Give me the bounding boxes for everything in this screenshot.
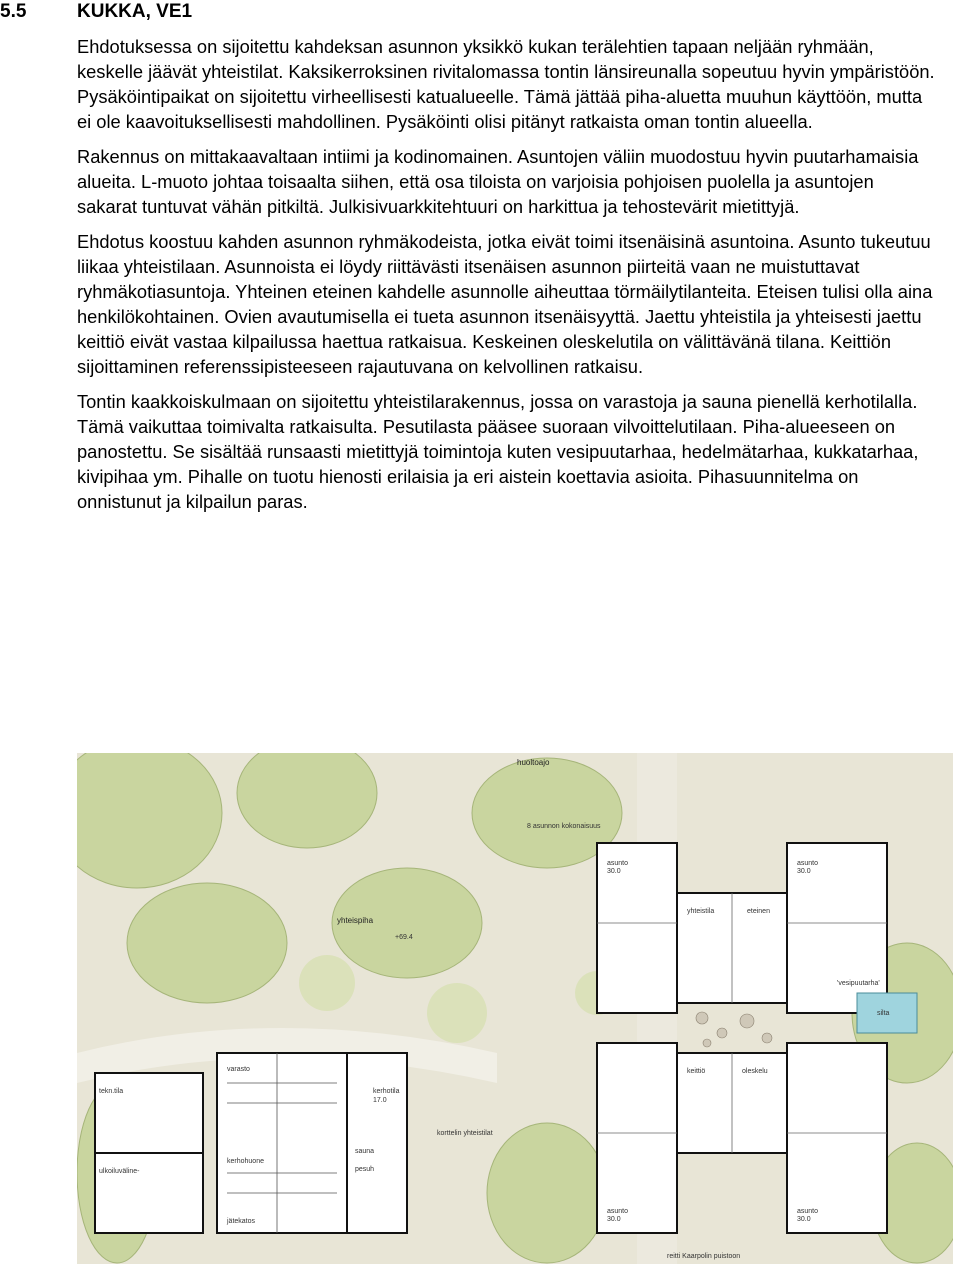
- plan-label: ulkoiluväline-: [99, 1168, 140, 1175]
- plan-label: 'vesipuutarha': [837, 980, 880, 987]
- plan-label: 30.0: [797, 868, 811, 875]
- plan-label: huoltoajo: [517, 758, 550, 767]
- plan-label: tekn.tila: [99, 1088, 124, 1095]
- plan-label: sauna: [355, 1148, 375, 1155]
- plan-label: yhteistila: [687, 908, 715, 915]
- plan-label: 30.0: [797, 1216, 811, 1223]
- plan-label: 17.0: [373, 1097, 387, 1104]
- plan-label: eteinen: [747, 908, 770, 915]
- plan-label: +69.4: [395, 934, 413, 941]
- plan-label: 30.0: [607, 868, 621, 875]
- plan-label: kerhotila: [373, 1088, 400, 1095]
- paragraph: Tontin kaakkoiskulmaan on sijoitettu yhteistilarakennus, jossa on varastoja ja sauna pienellä kerhotilalla. Tämä vaikuttaa toimivalta ratkaisulta. Pesutilasta pääsee suoraan vilvoittelutilaan. Piha-alueeseen on panostettu. Se sisältää runsaasti mietittyjä toimintoja kuten vesipuutarhaa, hedelmätarhaa, kukkatarhaa, kivipihaa ym. Pihalle on tuotu hienosti erilaisia ja eri aistein koettavia asioita. Pihasuunnitelma on onnistunut ja kilpailun paras.: [77, 391, 919, 512]
- paragraph: Ehdotuksessa on sijoitettu kahdeksan asunnon yksikkö kukan terälehtien tapaan neljään ryhmään, keskelle jäävät yhteistilat. Kaksikerroksinen rivitalomassa tontin länsireunalla sopeutuu hyvin ympäristöön. Pysäköintipaikat on sijoitettu virheellisesti katualueelle. Tämä jättää piha-aluetta muuhun käyttöön, mutta ei ole kaavoituksellisesti mahdollinen. Pysäköinti olisi pitänyt ratkaista oman tontin alueella.: [77, 36, 935, 132]
- plan-label: oleskelu: [742, 1068, 768, 1075]
- plan-label: keittiö: [687, 1068, 706, 1075]
- row-house-plan: [95, 1053, 407, 1233]
- document-body: [77, 34, 937, 524]
- plan-label: reitti Kaarpolin puistoon: [667, 1253, 741, 1260]
- section-number: 5.5: [0, 1, 27, 22]
- plan-label: 8 asunnon kokonaisuus: [527, 823, 601, 830]
- plan-label: asunto: [607, 860, 629, 867]
- plan-label: asunto: [607, 1208, 629, 1215]
- plan-label: silta: [877, 1010, 890, 1017]
- plan-label: kerhohuone: [227, 1158, 264, 1165]
- plan-label: yhteispiha: [337, 916, 374, 925]
- section-title: KUKKA, VE1: [77, 1, 193, 22]
- plan-label: varasto: [227, 1066, 250, 1073]
- plan-label: pesuh: [355, 1166, 375, 1173]
- plan-label: asunto: [797, 860, 819, 867]
- site-plan-image: [77, 753, 953, 1264]
- plan-label: jätekatos: [227, 1218, 256, 1225]
- paragraph: Ehdotus koostuu kahden asunnon ryhmäkodeista, jotka eivät toimi itsenäisinä asuntoina. Asunto tukeutuu liikaa yhteistilaan. Asunnoista ei löydy riittävästi itsenäisen asunnon piirteitä vaan ne muistuttavat ryhmäkotiasuntoja. Yhteinen eteinen kahdelle asunnolle aiheuttaa törmäilytilanteita. Eteisen tulisi olla aina henkilökohtainen. Ovien avautumisella ei tueta asunnon itsenäisyyttä. Jaettu yhteistila ja yhteisesti jaettu keittiö eivät vastaa kilpailussa haettua ratkaisua. Keskeinen oleskelutila on välittävänä tilana. Keittiön sijoittaminen referenssipisteeseen rajautuvana on kelvollinen ratkaisu.: [77, 231, 933, 377]
- plan-label: asunto: [797, 1208, 819, 1215]
- plan-label: korttelin yhteistilat: [437, 1130, 493, 1137]
- plan-label: 30.0: [607, 1216, 621, 1223]
- paragraph: Rakennus on mittakaavaltaan intiimi ja kodinomainen. Asuntojen väliin muodostuu hyvin puutarhamaisia alueita. L-muoto johtaa toisaalta siihen, että osa tiloista on varjoisia pohjoisen puolella ja asuntojen sakarat tuntuvat vähän pitkiltä. Julkisivuarkkitehtuuri on harkittua ja tehostevärit mietittyjä.: [77, 146, 919, 217]
